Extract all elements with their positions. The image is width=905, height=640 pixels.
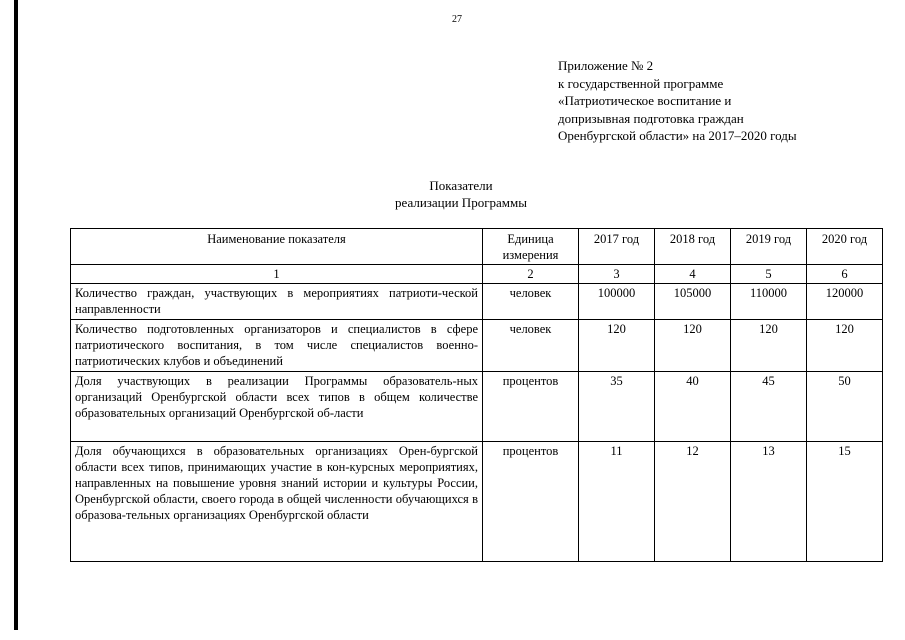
title-line-2: реализации Программы — [395, 195, 527, 210]
column-number: 2 — [483, 265, 579, 284]
indicator-name: Доля участвующих в реализации Программы образователь-ных организаций Оренбургской области всех типов в общем количестве образовательных организаций Оренбургской об-ласти — [71, 372, 483, 442]
page-number: 27 — [452, 14, 462, 25]
indicator-unit: процентов — [483, 372, 579, 442]
value-2020: 120 — [807, 320, 883, 372]
value-2019: 45 — [731, 372, 807, 442]
header-unit: Единица измерения — [483, 229, 579, 265]
table-row — [71, 442, 883, 562]
appendix-line: «Патриотическое воспитание и — [558, 93, 732, 109]
document-title — [330, 177, 592, 211]
value-2017: 35 — [579, 372, 655, 442]
value-2018: 12 — [655, 442, 731, 562]
appendix-line: Оренбургской области» на 2017–2020 годы — [558, 128, 797, 144]
appendix-line: Приложение № 2 — [558, 58, 654, 73]
header-2017: 2017 год — [579, 229, 655, 265]
header-name: Наименование показателя — [71, 229, 483, 265]
value-2017: 100000 — [579, 284, 655, 320]
indicator-name: Доля обучающихся в образовательных организациях Орен-бургской области всех типов, принимающих участие в кон-курсных мероприятиях, направленных на повышение уровня знаний истории и культуры России, Оренбургской области, своего города в общей численности обучающихся в образова-тельных организациях Оренбургской области — [71, 442, 483, 562]
indicator-unit: процентов — [483, 442, 579, 562]
column-number: 6 — [807, 265, 883, 284]
table-row — [71, 284, 883, 320]
title-line-1: Показатели — [429, 178, 493, 193]
value-2019: 120 — [731, 320, 807, 372]
column-number-row — [71, 265, 883, 284]
value-2018: 120 — [655, 320, 731, 372]
indicator-unit: человек — [483, 320, 579, 372]
value-2018: 105000 — [655, 284, 731, 320]
scan-edge-line — [14, 0, 18, 630]
column-number: 3 — [579, 265, 655, 284]
value-2019: 13 — [731, 442, 807, 562]
value-2020: 15 — [807, 442, 883, 562]
appendix-header — [558, 57, 797, 145]
column-number: 1 — [71, 265, 483, 284]
value-2020: 50 — [807, 372, 883, 442]
column-number: 5 — [731, 265, 807, 284]
header-2019: 2019 год — [731, 229, 807, 265]
value-2020: 120000 — [807, 284, 883, 320]
column-number: 4 — [655, 265, 731, 284]
indicator-unit: человек — [483, 284, 579, 320]
header-2020: 2020 год — [807, 229, 883, 265]
table-row — [71, 372, 883, 442]
indicator-name: Количество подготовленных организаторов и специалистов в сфере патриотического воспитания, в том числе специалистов военно-патриотических клубов и объединений — [71, 320, 483, 372]
indicator-name: Количество граждан, участвующих в мероприятиях патриоти-ческой направленности — [71, 284, 483, 320]
table-header-row — [71, 229, 883, 265]
value-2019: 110000 — [731, 284, 807, 320]
header-2018: 2018 год — [655, 229, 731, 265]
appendix-line: допризывная подготовка граждан — [558, 110, 744, 126]
indicators-table — [70, 228, 883, 562]
value-2017: 11 — [579, 442, 655, 562]
value-2017: 120 — [579, 320, 655, 372]
appendix-line: к государственной программе — [558, 75, 724, 91]
value-2018: 40 — [655, 372, 731, 442]
table-row — [71, 320, 883, 372]
